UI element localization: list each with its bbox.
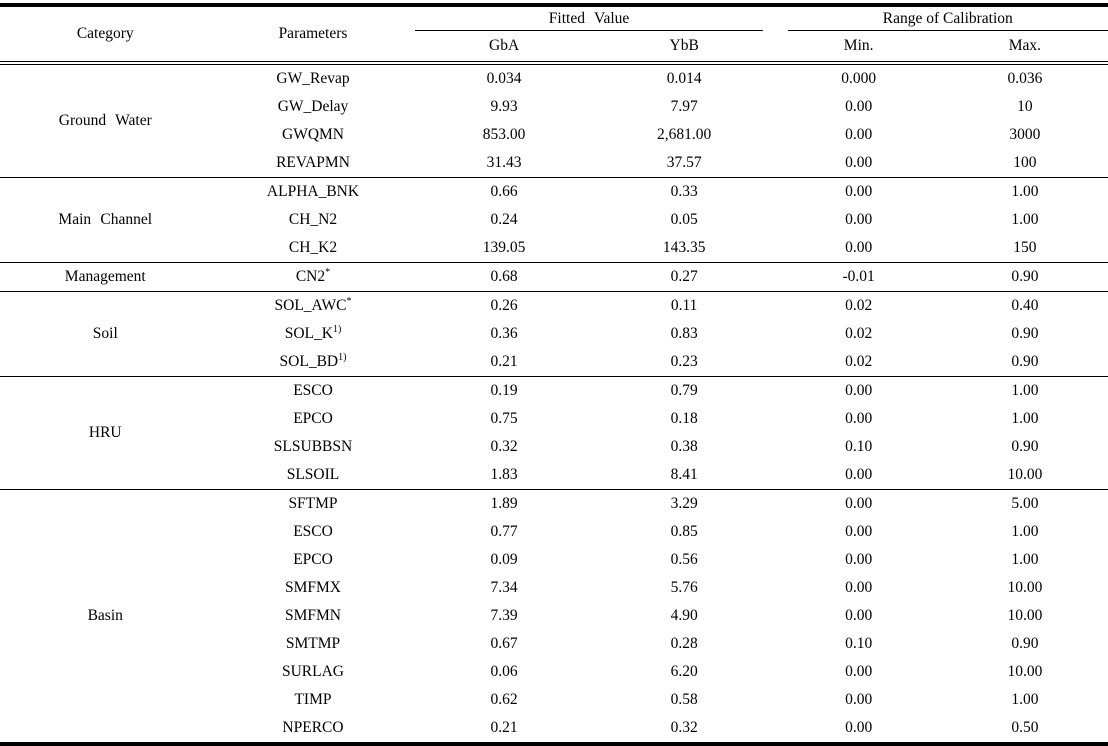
min-value-cell: 0.02 (776, 292, 942, 321)
ybb-value-cell: 0.58 (670, 691, 698, 708)
max-value-cell: 10.00 (1007, 466, 1043, 483)
calibration-table (0, 3, 1108, 746)
col-header-gba: GbA (415, 31, 592, 63)
parameter-superscript: * (325, 266, 331, 278)
max-value-cell: 1.00 (1011, 691, 1039, 708)
min-value-cell: 0.00 (845, 663, 873, 680)
ybb-value-cell: 0.38 (670, 438, 698, 455)
max-value-cell: 100 (1013, 154, 1037, 171)
max-value-cell: 1.00 (942, 377, 1108, 406)
parameter-cell: CH_N2 (288, 211, 338, 228)
parameter-cell: SMFMX (285, 579, 341, 596)
fitted-value-label: Fitted Value (415, 7, 762, 31)
gba-value-cell: 1.83 (490, 466, 518, 483)
parameter-superscript: * (346, 295, 352, 307)
table-row (0, 263, 1108, 292)
ybb-value-cell: 37.57 (666, 154, 702, 171)
table-header (0, 5, 1108, 63)
min-value-cell: 0.02 (845, 325, 873, 342)
ybb-value-cell: 0.18 (670, 410, 698, 427)
ybb-value-cell: 8.41 (670, 466, 698, 483)
max-value-cell: 10.00 (1007, 579, 1043, 596)
max-value-cell: 1.00 (1011, 523, 1039, 540)
min-value-cell: 0.00 (776, 178, 942, 207)
gba-value-cell: 0.19 (415, 377, 592, 406)
parameter-cell: SURLAG (281, 663, 344, 680)
min-value-cell: 0.00 (845, 579, 873, 596)
ybb-value-cell: 0.27 (593, 263, 776, 292)
gba-value-cell: 7.39 (490, 607, 518, 624)
table-row (0, 490, 1108, 519)
ybb-value-cell: 0.05 (670, 211, 698, 228)
category-cell: Basin (0, 490, 211, 745)
gba-value-cell: 0.77 (490, 523, 518, 540)
ybb-value-cell: 4.90 (670, 607, 698, 624)
gba-value-cell: 0.67 (490, 635, 518, 652)
table-row (0, 292, 1108, 321)
min-value-cell: 0.00 (845, 523, 873, 540)
category-cell: Soil (0, 292, 211, 377)
col-header-ybb: YbB (593, 31, 776, 63)
ybb-value-cell: 0.56 (670, 551, 698, 568)
max-value-cell: 5.00 (942, 490, 1108, 519)
min-value-cell: 0.00 (845, 466, 873, 483)
max-value-cell: 0.90 (1011, 325, 1039, 342)
max-value-cell: 150 (1013, 239, 1037, 256)
ybb-value-cell: 7.97 (670, 98, 698, 115)
min-value-cell: 0.00 (845, 126, 873, 143)
max-value-cell: 10.00 (1007, 663, 1043, 680)
table-row (0, 377, 1108, 406)
ybb-value-cell: 5.76 (670, 579, 698, 596)
min-value-cell: 0.00 (845, 410, 873, 427)
ybb-value-cell: 143.35 (662, 239, 706, 256)
max-value-cell: 0.90 (1011, 353, 1039, 370)
col-group-fitted-value (415, 5, 775, 31)
ybb-value-cell: 0.32 (670, 719, 698, 736)
max-value-cell: 1.00 (1011, 211, 1039, 228)
header-row-groups (0, 5, 1108, 31)
parameter-cell: GWQMN (282, 126, 344, 143)
ybb-value-cell: 0.11 (593, 292, 776, 321)
gba-value-cell: 0.24 (490, 211, 518, 228)
category-cell: HRU (0, 377, 211, 490)
parameter-cell: SMTMP (285, 635, 341, 652)
parameter-cell: GW_Delay (277, 98, 349, 115)
ybb-value-cell: 0.33 (593, 178, 776, 207)
parameter-cell: SMFMN (285, 607, 341, 624)
parameter-superscript: 1) (338, 351, 347, 363)
max-value-cell: 10 (1017, 98, 1033, 115)
gba-value-cell: 0.68 (415, 263, 592, 292)
parameter-cell: SLSOIL (286, 466, 340, 483)
gba-value-cell: 9.93 (490, 98, 518, 115)
max-value-cell: 10.00 (1007, 607, 1043, 624)
col-group-range-of-calibration (776, 5, 1108, 31)
min-value-cell: 0.02 (845, 353, 873, 370)
min-value-cell: 0.10 (845, 438, 873, 455)
gba-value-cell: 0.26 (415, 292, 592, 321)
gba-value-cell: 31.43 (486, 154, 522, 171)
parameter-cell: SLSUBBSN (273, 438, 353, 455)
gba-value-cell: 0.21 (490, 719, 518, 736)
min-value-cell: 0.00 (845, 98, 873, 115)
gba-value-cell: 0.09 (490, 551, 518, 568)
ybb-value-cell: 0.79 (593, 377, 776, 406)
col-header-min: Min. (776, 31, 942, 63)
col-header-max: Max. (942, 31, 1108, 63)
min-value-cell: -0.01 (776, 263, 942, 292)
parameter-cell: TIMP (294, 691, 332, 708)
gba-value-cell: 7.34 (490, 579, 518, 596)
gba-value-cell: 139.05 (482, 239, 526, 256)
min-value-cell: 0.000 (841, 70, 877, 87)
parameter-cell: EPCO (293, 551, 333, 568)
max-value-cell: 0.90 (1011, 438, 1039, 455)
parameter-cell: SFTMP (211, 490, 416, 519)
gba-value-cell: 0.66 (415, 178, 592, 207)
gba-value-cell: 853.00 (482, 126, 526, 143)
ybb-value-cell: 0.85 (670, 523, 698, 540)
ybb-value-cell: 2,681.00 (657, 126, 712, 143)
gba-value-cell: 1.89 (415, 490, 592, 519)
parameter-cell: ESCO (293, 523, 333, 540)
gba-value-cell: 0.62 (490, 691, 518, 708)
parameter-cell: ESCO (211, 377, 416, 406)
min-value-cell: 0.00 (845, 239, 873, 256)
min-value-cell: 0.00 (845, 691, 873, 708)
table-row (0, 178, 1108, 207)
gba-value-cell: 0.06 (490, 663, 518, 680)
col-header-category: Category (0, 5, 211, 63)
max-value-cell: 0.50 (1011, 719, 1039, 736)
category-cell: Ground Water (58, 112, 152, 129)
col-header-parameters: Parameters (211, 5, 416, 63)
parameter-cell: $SOL\_K^{1)}$ (284, 323, 342, 342)
parameter-cell: CN2* (211, 263, 416, 292)
parameter-cell: GW_Revap (276, 70, 350, 87)
parameter-cell: SOL_BD$^{1)}$ (279, 351, 347, 370)
gba-value-cell: 0.36 (490, 325, 518, 342)
min-value-cell: 0.00 (845, 211, 873, 228)
ybb-value-cell: 0.014 (666, 70, 702, 87)
gba-value-cell: 0.034 (486, 70, 522, 87)
parameter-cell: ALPHA_BNK (211, 178, 416, 207)
ybb-value-cell: 0.28 (670, 635, 698, 652)
category-cell: Main Channel (0, 178, 211, 263)
min-value-cell: 0.00 (845, 551, 873, 568)
ybb-value-cell: 6.20 (670, 663, 698, 680)
min-value-cell: 0.00 (776, 377, 942, 406)
parameter-cell: NPERCO (282, 719, 344, 736)
parameter-cell: SOL_AWC* (211, 292, 416, 321)
max-value-cell: 1.00 (942, 178, 1108, 207)
parameter-cell: CH_K2 (288, 239, 338, 256)
parameter-superscript: 1) (332, 323, 342, 335)
category-cell: Management (0, 263, 211, 292)
max-value-cell: 1.00 (1011, 410, 1039, 427)
gba-value-cell: 0.32 (490, 438, 518, 455)
max-value-cell: 0.90 (942, 263, 1108, 292)
parameter-cell: EPCO (293, 410, 333, 427)
ybb-value-cell: 3.29 (593, 490, 776, 519)
max-value-cell: 1.00 (1011, 551, 1039, 568)
min-value-cell: 0.00 (845, 719, 873, 736)
gba-value-cell: 0.21 (490, 353, 518, 370)
max-value-cell: 3000 (1009, 126, 1041, 143)
ybb-value-cell: 0.23 (670, 353, 698, 370)
table-body (0, 63, 1108, 744)
max-value-cell: 0.90 (1011, 635, 1039, 652)
min-value-cell: 0.00 (776, 490, 942, 519)
max-value-cell: 0.036 (1007, 70, 1043, 87)
min-value-cell: 0.00 (845, 154, 873, 171)
table-row (0, 63, 1108, 93)
max-value-cell: 0.40 (942, 292, 1108, 321)
range-of-calibration-label: Range of Calibration (788, 7, 1108, 31)
parameter-cell: REVAPMN (276, 154, 350, 171)
ybb-value-cell: 0.83 (670, 325, 698, 342)
gba-value-cell: 0.75 (490, 410, 518, 427)
min-value-cell: 0.00 (845, 607, 873, 624)
min-value-cell: 0.10 (845, 635, 873, 652)
